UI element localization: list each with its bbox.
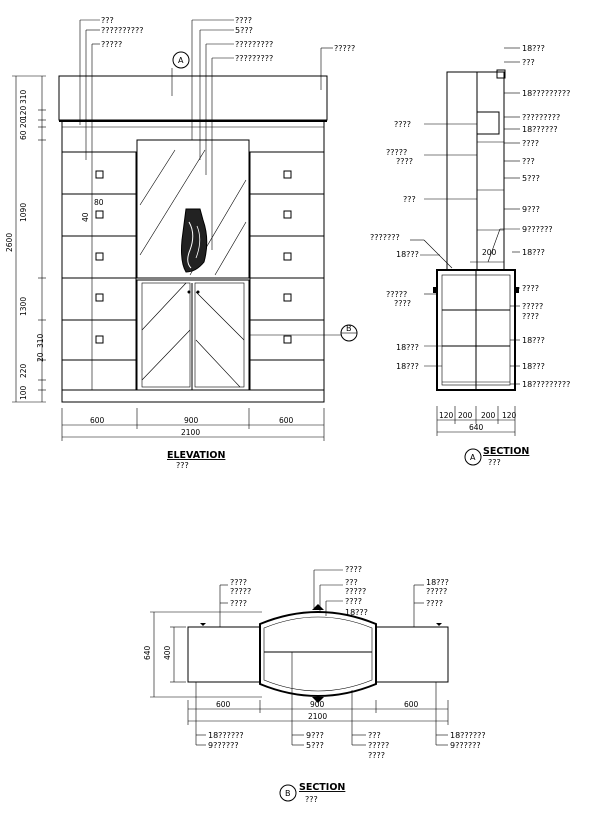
sb-v-1: 640: [143, 645, 152, 660]
sa-r-12: ????: [522, 284, 539, 293]
sb-v-2: 400: [163, 645, 172, 660]
sb-b-9: 9??????: [450, 741, 481, 750]
sa-h-1: 120: [439, 411, 454, 420]
v-dim-2: 120: [19, 105, 28, 120]
sa-r-10: 9??????: [522, 225, 553, 234]
sa-l-9: 18???: [396, 343, 419, 352]
sa-r-8: 5???: [522, 174, 540, 183]
v-dim-1: 310: [19, 89, 28, 104]
sb-t-2: ?????: [230, 587, 252, 596]
elev-label-6: ?????????: [235, 40, 274, 49]
sb-h-total: 2100: [308, 712, 328, 721]
elev-label-4: ????: [235, 16, 252, 25]
sb-b-8: 18??????: [450, 731, 486, 740]
section-b-subtitle: ???: [305, 795, 318, 804]
sa-r-14: ????: [522, 312, 539, 321]
left-panels: [62, 152, 136, 390]
sa-r-15: 18???: [522, 336, 545, 345]
sb-b-1: 18??????: [208, 731, 244, 740]
v-dim-7: 310: [36, 333, 45, 348]
sb-h-3: 600: [404, 700, 419, 709]
sa-l-1: ????: [394, 120, 411, 129]
elev-label-7: ?????????: [235, 54, 274, 63]
elev-label-8: ?????: [334, 44, 356, 53]
section-a-subtitle: ???: [488, 458, 501, 467]
cornice: [59, 76, 327, 120]
v-dim-3: 20: [19, 118, 28, 128]
sb-t-4: ????: [345, 565, 362, 574]
sa-r-16: 18???: [522, 362, 545, 371]
sa-r-17: 18?????????: [522, 380, 571, 389]
sa-r-13: ?????: [522, 302, 544, 311]
sb-t-5: ???: [345, 578, 358, 587]
v-dim-10: 100: [19, 385, 28, 400]
sb-b-3: 9???: [306, 731, 324, 740]
sb-b-5: ???: [368, 731, 381, 740]
sb-t-11: 18???: [345, 608, 368, 617]
sb-h-1: 600: [216, 700, 231, 709]
section-b-left-box: [188, 627, 260, 682]
sa-l-5: ???????: [370, 233, 400, 242]
sa-r-3: 18?????????: [522, 89, 571, 98]
sb-t-8: 18???: [426, 578, 449, 587]
section-b-title: SECTION: [299, 782, 346, 793]
v-dim-9: 20: [36, 352, 45, 362]
sa-r-7: ???: [522, 157, 535, 166]
section-b-center-shape: [260, 612, 376, 696]
v-dim-5: 1090: [19, 202, 28, 222]
v-dim-total: 2600: [5, 232, 14, 252]
h-dim-3: 600: [279, 416, 294, 425]
elevation-title: ELEVATION: [167, 450, 226, 461]
section-a-upper: [447, 72, 504, 270]
h-dim-1: 600: [90, 416, 105, 425]
sb-t-6: ?????: [345, 587, 367, 596]
section-a-title: SECTION: [483, 446, 530, 457]
sa-r-9: 9???: [522, 205, 540, 214]
sa-l-6: 18???: [396, 250, 419, 259]
section-b-top-leaders: [220, 570, 424, 627]
sa-r-4: ?????????: [522, 113, 561, 122]
sa-l-3: ????: [396, 157, 413, 166]
sa-l-7: ?????: [386, 290, 408, 299]
elev-label-2: ??????????: [101, 26, 144, 35]
v-dim-4: 60: [19, 130, 28, 140]
elev-label-3: ?????: [101, 40, 123, 49]
v-dim-6: 1300: [19, 296, 28, 316]
sa-r-5: 18??????: [522, 125, 558, 134]
sa-r-2: ???: [522, 58, 535, 67]
section-b-view: [143, 565, 486, 804]
h-dim-2: 900: [184, 416, 199, 425]
sa-h-3: 200: [481, 411, 496, 420]
elev-label-1: ???: [101, 16, 114, 25]
section-a-view: [370, 44, 570, 467]
sb-t-10: ????: [426, 599, 443, 608]
h-dim-total: 2100: [181, 428, 201, 437]
sb-t-1: ????: [230, 578, 247, 587]
section-b-callout: B: [285, 789, 291, 798]
sa-l-4: ???: [403, 195, 416, 204]
elev-label-5: 5???: [235, 26, 253, 35]
sa-h-4: 120: [502, 411, 517, 420]
sa-l-10: 18???: [396, 362, 419, 371]
sb-b-2: 9??????: [208, 741, 239, 750]
sb-t-9: ?????: [426, 587, 448, 596]
elevation-subtitle: ???: [176, 461, 189, 470]
sa-l-2: ?????: [386, 148, 408, 157]
sa-h-2: 200: [458, 411, 473, 420]
sb-b-6: ?????: [368, 741, 390, 750]
section-a-left-leaders: [410, 124, 477, 366]
small-dim-1: 80: [94, 198, 104, 207]
right-panels: [250, 152, 324, 390]
sb-h-2: 900: [310, 700, 325, 709]
sb-b-7: ????: [368, 751, 385, 760]
section-b-right-box: [376, 627, 448, 682]
glass-doors: [137, 280, 249, 390]
elevation-view: [5, 16, 357, 470]
sa-r-1: 18???: [522, 44, 545, 53]
v-dim-8: 220: [19, 363, 28, 378]
section-a-callout: A: [470, 453, 476, 462]
sa-small-dim: 200: [482, 248, 497, 257]
sa-r-11: 18???: [522, 248, 545, 257]
sa-r-6: ????: [522, 139, 539, 148]
sa-h-total: 640: [469, 423, 484, 432]
sb-t-7: ????: [345, 597, 362, 606]
callout-a-letter: A: [178, 56, 184, 65]
vase-icon: [182, 209, 207, 272]
sb-t-3: ????: [230, 599, 247, 608]
sb-b-4: 5???: [306, 741, 324, 750]
small-dim-2: 40: [81, 212, 90, 222]
sa-l-8: ????: [394, 299, 411, 308]
callout-b-letter: B: [346, 324, 352, 333]
